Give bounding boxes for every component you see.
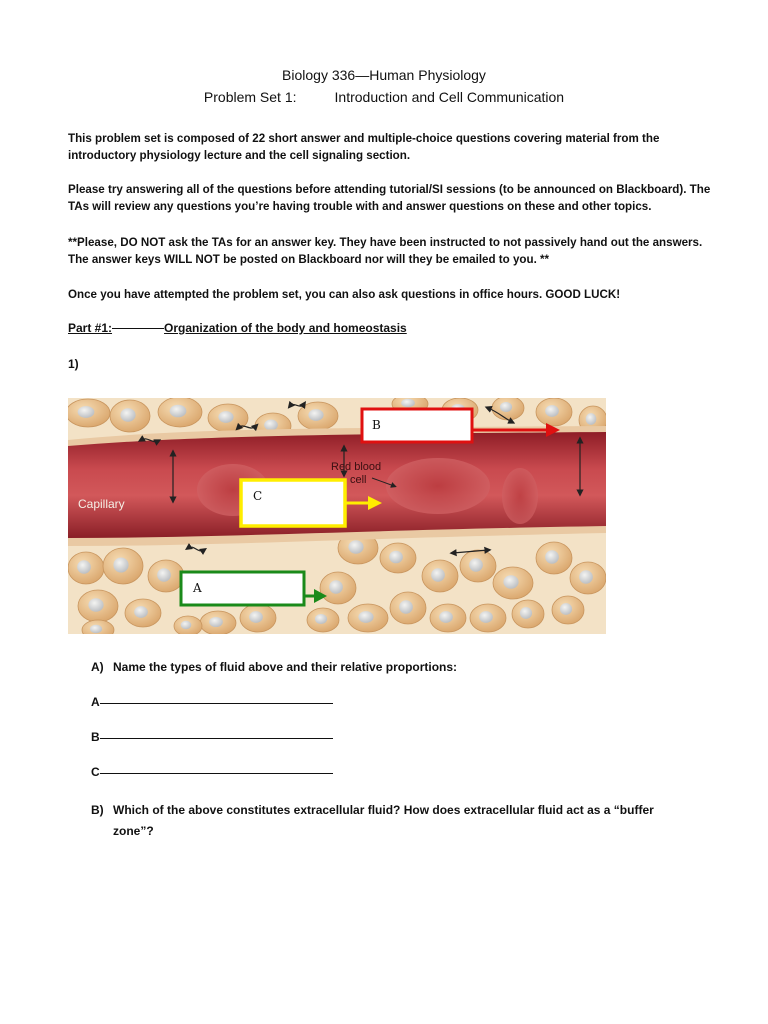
cell-nucleus <box>586 413 597 425</box>
part-label: Part #1: <box>68 321 113 335</box>
cell-nucleus <box>77 560 91 573</box>
intro-paragraph-4: Once you have attempted the problem set, you can also ask questions in office hours. GOOD LUCK! <box>68 288 621 301</box>
box-c <box>241 480 345 526</box>
cell-nucleus <box>78 406 95 418</box>
cell-nucleus <box>249 611 263 623</box>
cell-nucleus <box>520 607 532 619</box>
box-b-label: B <box>372 418 381 432</box>
intro-paragraph-3 <box>68 234 718 268</box>
problem-set-title <box>0 89 768 105</box>
box-c-label: C <box>253 489 263 503</box>
cell-nucleus <box>308 409 323 421</box>
problem-set-label: Problem Set 1: <box>203 89 297 105</box>
cell-nucleus <box>264 420 278 431</box>
cell-nucleus <box>120 408 135 421</box>
p3-emphasis-do-not: DO NOT <box>120 236 166 249</box>
intro-paragraph-2: Please try answering all of the questions before attending tutorial/SI sessions (to be announced on Blackboard). The TAs will review any questions you’re having trouble with and answer questions on these and other topics. <box>68 183 711 213</box>
question-1b-label: B) <box>91 803 104 817</box>
red-blood-cell <box>502 468 538 524</box>
rbc-label-line-2: cell <box>350 474 367 486</box>
answer-blank-b[interactable] <box>91 730 333 744</box>
cell-nucleus <box>348 540 363 553</box>
cell-nucleus <box>431 568 445 581</box>
capillary-label: Capillary <box>78 497 125 511</box>
cell-nucleus <box>329 580 343 593</box>
cell-nucleus <box>579 570 593 583</box>
answer-blank-a[interactable] <box>91 695 333 709</box>
box-a-label: A <box>193 581 202 595</box>
cell-nucleus <box>90 625 102 633</box>
cell-nucleus <box>358 611 373 623</box>
question-1a <box>91 660 457 674</box>
cell-nucleus <box>209 617 223 627</box>
cell-nucleus <box>399 600 413 613</box>
p3-part-e: be posted on Blackboard nor will they be emailed to you. ** <box>219 253 550 266</box>
cell-nucleus <box>560 603 572 615</box>
intro-paragraph-1: This problem set is composed of 22 short answer and multiple-choice questions covering material from the introductory physiology lecture and the cell signaling section. <box>68 132 660 162</box>
cell-nucleus <box>315 614 327 624</box>
cell-nucleus <box>389 551 403 564</box>
cell-nucleus <box>134 606 148 618</box>
cell-nucleus <box>500 402 512 412</box>
answer-blank-c[interactable] <box>91 765 333 779</box>
blank-c-letter: C <box>91 765 100 779</box>
question-1b-text-1: Which of the above constitutes extracellular fluid? How does extracellular fluid act as a “buffer <box>113 803 654 817</box>
p3-part-c: ask the TAs for an answer key. They have been instructed to not passively hand out the answers. The answer keys <box>68 236 703 266</box>
cell-nucleus <box>545 550 559 563</box>
red-blood-cell <box>386 458 490 514</box>
cell-nucleus <box>157 568 171 581</box>
cell-nucleus <box>479 611 493 623</box>
cell-nucleus <box>439 611 453 623</box>
question-number: 1) <box>68 357 79 371</box>
cell-nucleus <box>503 575 518 588</box>
question-1a-label: A) <box>91 660 104 674</box>
part-title: Organization of the body and homeostasis <box>164 321 407 335</box>
capillary-diagram <box>68 398 606 634</box>
course-title: Biology 336—Human Physiology <box>282 67 486 83</box>
part-heading <box>68 321 407 335</box>
blank-a-letter: A <box>91 695 100 709</box>
cell-nucleus <box>170 405 187 418</box>
cell-nucleus <box>469 558 483 571</box>
cell-nucleus <box>401 399 415 407</box>
blank-b-letter: B <box>91 730 100 744</box>
question-1b <box>91 800 701 842</box>
p3-emphasis-will-not: WILL NOT <box>164 253 220 266</box>
cell-nucleus <box>545 405 559 417</box>
problem-set-topic: Introduction and Cell Communication <box>334 89 565 105</box>
cell-nucleus <box>88 598 103 611</box>
question-1b-text-2: zone”? <box>113 824 154 838</box>
cell-nucleus <box>113 557 128 572</box>
cell-nucleus <box>181 621 192 629</box>
question-1a-text: Name the types of fluid above and their relative proportions: <box>113 660 458 674</box>
cell-nucleus <box>218 411 233 423</box>
rbc-label-line-1: Red blood <box>331 461 382 473</box>
p3-part-a: **Please, <box>68 236 121 249</box>
